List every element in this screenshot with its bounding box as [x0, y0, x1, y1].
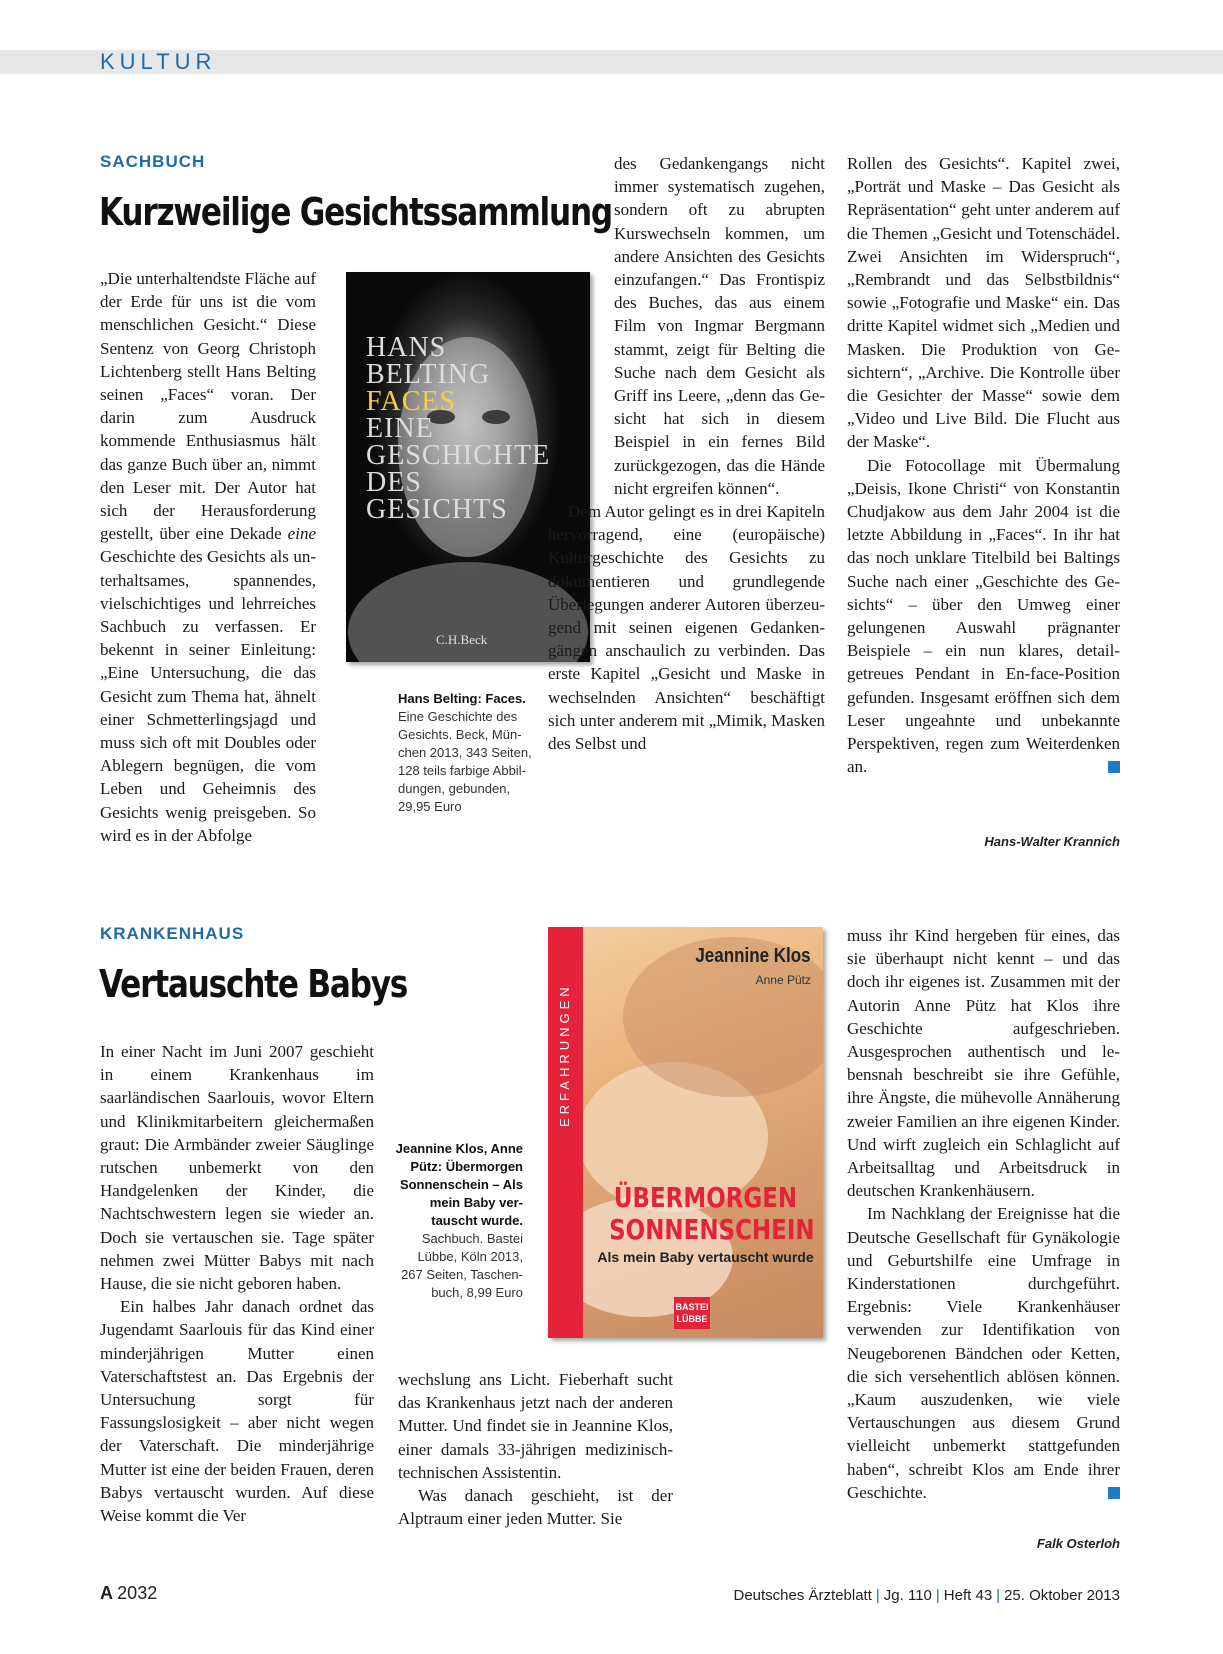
- cover-publisher: C.H.Beck: [436, 632, 488, 647]
- cover-author-firstname: HANS: [366, 332, 447, 363]
- separator: |: [996, 1587, 1001, 1604]
- page-prefix: A: [100, 1583, 113, 1603]
- cover-subtitle-line4: GESICHTS: [366, 494, 508, 525]
- article2-column-2: [398, 1368, 673, 1530]
- cover-subtitle-line3: DES: [366, 467, 422, 498]
- cover-series-label: ERFAHRUNGEN: [557, 983, 572, 1127]
- article2-col1-para1: In einer Nacht im Juni 2007 geschieht in einem Krankenhaus im saarländischen Saarlouis, wovor Eltern und Klinikmitarbeitern gleichermaßen graut: Die Armbänder zweier Säuglinge rutschen unbemerkt von den Handgelenken der Kinder, die Nachtschwestern legen sie wieder an. Doch sie vertauschen sie. Tage später nehmen zwei Mütter Babys mit nach Hause, die sie nicht geboren haben.: [100, 1042, 374, 1294]
- article1-col1-emphasis: eine: [287, 524, 316, 544]
- book-cover-uebermorgen: [548, 927, 823, 1338]
- article2-col3-para1: muss ihr Kind hergeben für eines, das sie überhaupt nicht kennt – und das doch ihr eigenes ist. Zusammen mit der Autorin Anne Pütz hat Klos ihre Geschichte aufgeschrieben. Ausgesprochen authentisch und lebensnah beschreibt sie ihre Gefühle, ihre Ängste, die mühevolle Annäherung zweier Familien an ihre eigenen Kinder. Und wirft zugleich ein Schlaglicht auf Arbeitsalltag und Arbeitsdruck in deutschen Krankenhäusern.: [847, 926, 1120, 1201]
- article1-column-1: [100, 267, 316, 847]
- article1-col4-para1: Rollen des Gesichts“. Kapitel zwei, „Porträt und Maske – Das Gesicht als Repräsentation“ geht unter anderem auf die Themen „Gesicht und Totenschädel. Zwei Ansichten im Widerspruch“, „Rembrandt und das Selbstbildnis“ sowie „Fotografie und Maske“ ein. Das dritte Kapitel widmet sich „Medien und Masken. Die Produktion von Gesichtern“, „Archive. Die Kontrolle über die Gesichter der Masse“ sowie dem „Video und Live Bild. Die Flucht aus der Maske“.: [847, 154, 1120, 452]
- journal-name: Deutsches Ärzteblatt: [733, 1587, 872, 1604]
- article2-kicker: KRANKENHAUS: [100, 924, 245, 943]
- article2-caption: [395, 1140, 523, 1302]
- article1-col1-continued: Geschichte des Gesichts als unterhaltsames, spannendes, vielschichtiges und lehrreiches Sachbuch zu verfassen. Er bekennt in seiner Einleitung: „Eine Untersuchung, die das Gesicht zum Thema hat, ähnelt einer Schmetterlingsjagd und muss sich oft mit Doubles oder Ablegern begnügen, die vom Leben und Geheimnis des Gesichts wenig preisgeben. So wird es in der Abfolge: [100, 547, 316, 845]
- article1-kicker: SACHBUCH: [100, 152, 206, 171]
- publisher-logo: [674, 1297, 710, 1329]
- separator: |: [935, 1587, 940, 1604]
- cover-subtitle-line2: GESCHICHTE: [366, 440, 551, 471]
- cover-author-lastname: BELTING: [366, 359, 491, 390]
- article2-col2-para1: wechslung ans Licht. Fieberhaft sucht das Krankenhaus jetzt nach der anderen Mutter. Und findet sie in Jeannine Klos, einer damals 33-jährigen medizinisch-technischen Assistentin.: [398, 1370, 673, 1482]
- article2-caption-title: Jeannine Klos, Anne Pütz: Übermorgen Sonnenschein – Als mein Baby vertauscht wurde.: [395, 1141, 523, 1228]
- article2-column-1: [100, 1040, 374, 1527]
- article2-headline: Vertauschte Babys: [99, 962, 408, 1006]
- cover-title: [609, 1181, 815, 1246]
- publisher-logo-line1: BASTEI: [675, 1302, 709, 1312]
- cover-title-line1: ÜBERMORGEN: [613, 1181, 798, 1214]
- article2-caption-text: Sachbuch. Bastei Lübbe, Köln 2013, 267 Seiten, Taschenbuch, 8,99 Euro: [401, 1231, 523, 1300]
- publisher-logo-line2: LÜBBE: [676, 1314, 708, 1324]
- article1-caption-text: Eine Geschichte des Gesichts. Beck, München 2013, 343 Seiten, 128 teils farbige Abbildungen, gebunden, 29,95 Euro: [398, 709, 532, 814]
- article1-headline: Kurzweilige Gesichtssammlung: [99, 190, 612, 234]
- article1-col3-para2: Dem Autor gelingt es in drei Kapiteln hervorragend, eine (europäische) Kulturgeschichte des Gesichts zu dokumentieren und grundlegende Überlegungen anderer Autoren überzeugend mit seinen eigenen Gedankengängen anschaulich zu verbinden. Das erste Kapitel „Gesicht und Maske in wechselnden Ansichten“ beschäftigt sich unter anderem mit „Mimik, Masken des Selbst und: [548, 502, 825, 754]
- baby-illustration: [583, 927, 823, 1338]
- article2-column-3: [847, 924, 1120, 1504]
- article1-caption: [398, 690, 532, 816]
- article2-author: Falk Osterloh: [1036, 1536, 1120, 1551]
- separator: |: [875, 1587, 880, 1604]
- cover-title-line2: SONNENSCHEIN: [609, 1213, 815, 1246]
- section-label: KULTUR: [100, 49, 217, 74]
- page-number: [100, 1583, 157, 1604]
- journal-info: [733, 1587, 1120, 1604]
- journal-date: 25. Oktober 2013: [1004, 1587, 1120, 1604]
- cover-subtitle: Als mein Baby vertauscht wurde: [597, 1249, 814, 1265]
- article2-col2-para2: Was danach geschieht, ist der Alptraum einer jeden Mutter. Sie: [398, 1486, 673, 1529]
- article1-column-3: [548, 152, 825, 755]
- cover-title: FACES: [366, 386, 457, 417]
- cover-subtitle-line1: EINE: [366, 413, 434, 444]
- journal-issue: Heft 43: [943, 1587, 993, 1604]
- page-number-value: 2032: [117, 1583, 158, 1603]
- end-of-article-marker: [1108, 761, 1120, 773]
- cover-author: Jeannine Klos: [695, 945, 811, 967]
- article1-col1-text: „Die unterhaltendste Fläche auf der Erde für uns ist die vom menschlichen Gesicht.“ Diese Sentenz von Georg Christoph Lichtenberg stellt Hans Belting seinen „Faces“ voran. Der darin zum Ausdruck kommende Enthusiasmus hält das ganze Buch über an, nimmt den Leser mit. Der Autor hat sich der Herausforderung gestellt, über eine Dekade: [100, 269, 316, 544]
- end-of-article-marker: [1108, 1487, 1120, 1499]
- cover-coauthor: Anne Pütz: [755, 973, 811, 987]
- article1-col4-para2: Die Fotocollage mit Übermalung „Deisis, Ikone Christi“ von Konstantin Chudjakow aus dem Jahr 2004 ist die letzte Abbildung in „Faces“. In ihr hat das noch unklare Titelbild bei Baltings Suche nach einer „Geschichte des Gesichts“ – über den Umweg einer gelungenen Auswahl prägnanter Beispiele – ein nun klares, detailgetreues Pendant in En-face-Position gefunden. Insgesamt eröffnen sich dem Leser ungeahnte und unbekannte Perspektiven, regen zum Weiterdenken an.: [847, 455, 1120, 777]
- article2-col1-para2: Ein halbes Jahr danach ordnet das Jugendamt Saarlouis für das Kind einer minderjährigen Mutter einen Vaterschaftstest an. Das Ergebnis der Untersuchung sorgt für Fassungslosigkeit – aber nicht wegen der Vaterschaft. Die minderjährige Mutter ist eine der beiden Frauen, deren Babys vertauscht wurden. Auf diese Weise kommt die Ver: [100, 1297, 374, 1526]
- article1-author: Hans-Walter Krannich: [984, 834, 1120, 849]
- cover-title-block: [366, 334, 550, 523]
- article1-col3-para1: des Gedankengangs nicht immer systematisch zugehen, sondern oft zu abrupten Kurswechseln kommen, um andere Ansichten des Gesichts einzufangen.“ Das Frontispiz des Buches, das aus einem Film von Ingmar Bergmann stammt, zeigt für Belting die Suche nach dem Gesicht als Griff ins Leere, „denn das Gesicht hat sich in diesem Beispiel in ein fernes Bild zurückgezogen, das die Hände nicht ergreifen können“.: [614, 154, 825, 498]
- article1-caption-title: Hans Belting: Faces.: [398, 691, 526, 706]
- journal-volume: Jg. 110: [883, 1587, 932, 1604]
- article2-col3-para2: Im Nachklang der Ereignisse hat die Deutsche Gesellschaft für Gynäkologie und Geburtshilfe eine Umfrage in Kinderstationen durchgeführt. Ergebnis: Viele Krankenhäuser verwenden zur Identifikation von Neugeborenen Bändchen oder Ketten, die sich versehentlich ablösen können. „Kaum auszudenken, wie viele Vertauschungen aus diesem Grund vielleicht unbemerkt stattgefunden haben“, schreibt Klos am Ende ihrer Geschichte.: [847, 1204, 1120, 1502]
- article1-column-4: [847, 152, 1120, 778]
